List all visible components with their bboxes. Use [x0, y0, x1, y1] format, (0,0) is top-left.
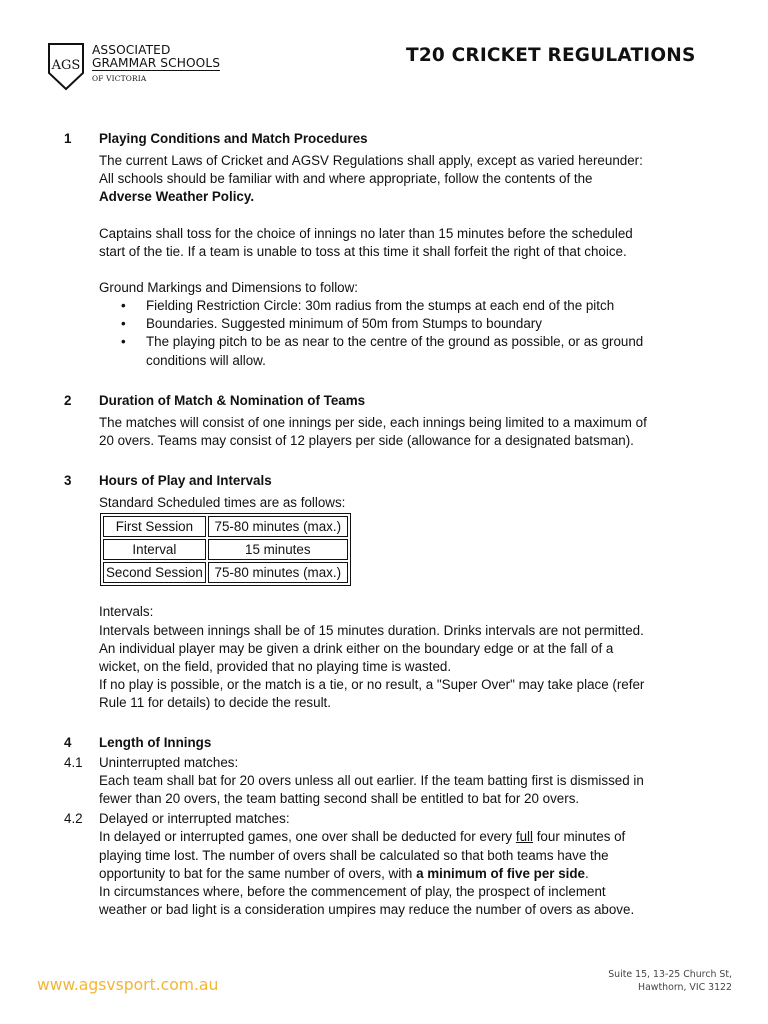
paragraph-line: The current Laws of Cricket and AGSV Regulations shall apply, except as varied hereunder:	[99, 153, 643, 168]
paragraph-line: 20 overs. Teams may consist of 12 players per side (allowance for a designated batsman).	[99, 433, 634, 448]
paragraph-line: Captains shall toss for the choice of innings no later than 15 minutes before the scheduled	[99, 226, 633, 241]
paragraph-line: playing time lost. The number of overs shall be calculated so that both teams have the	[99, 848, 609, 863]
bullet-icon: •	[121, 316, 126, 331]
logo-line-of-victoria: OF VICTORIA	[92, 74, 147, 83]
paragraph-line: If no play is possible, or the match is a tie, or no result, a "Super Over" may take place (refer	[99, 677, 645, 692]
section-heading: Length of Innings	[99, 735, 212, 750]
subsection-title: Uninterrupted matches:	[99, 755, 239, 770]
section-heading: Hours of Play and Intervals	[99, 473, 272, 488]
paragraph-line: weather or bad light is a consideration umpires may reduce the number of overs as above.	[99, 902, 635, 917]
paragraph-line: The matches will consist of one innings per side, each innings being limited to a maximum of	[99, 415, 647, 430]
address-line: Hawthorn, VIC 3122	[638, 981, 732, 993]
logo-line-associated: ASSOCIATED	[92, 43, 171, 57]
table-cell: Interval	[103, 539, 206, 560]
paragraph-line: In circumstances where, before the commencement of play, the prospect of inclement	[99, 884, 606, 899]
bullet-text: conditions will allow.	[146, 353, 266, 368]
section-heading: Duration of Match & Nomination of Teams	[99, 393, 366, 408]
section-number: 3	[64, 473, 72, 488]
logo-line-grammar-schools: GRAMMAR SCHOOLS	[92, 55, 221, 70]
section-number: 1	[64, 131, 72, 146]
table-row	[103, 539, 348, 560]
paragraph-line: start of the tie. If a team is unable to toss at this time it shall forfeit the right of that choice.	[99, 244, 627, 259]
paragraph-line: fewer than 20 overs, the team batting second shall be entitled to bat for 20 overs.	[99, 791, 580, 806]
table-row	[103, 562, 348, 583]
paragraph-line: Rule 11 for details) to decide the result.	[99, 695, 331, 710]
address-line: Suite 15, 13-25 Church St,	[608, 969, 732, 980]
ags-shield-icon	[47, 43, 85, 91]
bold-phrase: a minimum of five per side	[416, 866, 585, 881]
subsection-title: Delayed or interrupted matches:	[99, 811, 290, 826]
table-cell: 15 minutes	[208, 539, 348, 560]
paragraph-line: Each team shall bat for 20 overs unless all out earlier. If the team batting first is dismissed in	[99, 773, 644, 788]
ags-logo	[47, 43, 220, 91]
section-number: 2	[64, 393, 72, 408]
bullet-text: The playing pitch to be as near to the centre of the ground as possible, or as ground	[146, 334, 644, 349]
bullet-text: Boundaries. Suggested minimum of 50m from Stumps to boundary	[146, 316, 542, 331]
table-row	[103, 516, 348, 537]
table-cell: 75-80 minutes (max.)	[208, 562, 348, 583]
bullet-icon: •	[121, 334, 126, 349]
policy-reference: Adverse Weather Policy.	[99, 189, 255, 204]
bullet-icon: •	[121, 298, 126, 313]
paragraph-line: All schools should be familiar with and where appropriate, follow the contents of the	[99, 171, 593, 186]
paragraph-line: Intervals between innings shall be of 15 minutes duration. Drinks intervals are not permitted.	[99, 623, 644, 638]
svg-text:AGS: AGS	[51, 58, 81, 73]
subsection-number: 4.1	[64, 755, 83, 770]
table-cell: 75-80 minutes (max.)	[208, 516, 348, 537]
paragraph-line: Standard Scheduled times are as follows:	[99, 495, 346, 510]
table-cell: Second Session	[103, 562, 206, 583]
document-title: T20 CRICKET REGULATIONS	[406, 45, 696, 66]
footer-website-link[interactable]: www.agsvsport.com.au	[37, 976, 219, 994]
schedule-table	[100, 513, 351, 586]
underlined-word: full	[515, 829, 533, 844]
footer-address	[608, 969, 732, 994]
paragraph-line: wicket, on the field, provided that no playing time is wasted.	[99, 659, 452, 674]
paragraph-line: opportunity to bat for the same number of overs, with a minimum of five per side.	[99, 866, 589, 881]
paragraph-line: In delayed or interrupted games, one over shall be deducted for every full four minutes of	[99, 829, 626, 844]
paragraph-line: An individual player may be given a drink either on the boundary edge or at the fall of a	[99, 641, 614, 656]
paragraph-line: Intervals:	[99, 604, 154, 619]
table-cell: First Session	[103, 516, 206, 537]
section-heading: Playing Conditions and Match Procedures	[99, 131, 368, 146]
section-number: 4	[64, 735, 72, 750]
bullet-text: Fielding Restriction Circle: 30m radius from the stumps at each end of the pitch	[146, 298, 615, 313]
paragraph-line: Ground Markings and Dimensions to follow:	[99, 280, 359, 295]
subsection-number: 4.2	[64, 811, 83, 826]
